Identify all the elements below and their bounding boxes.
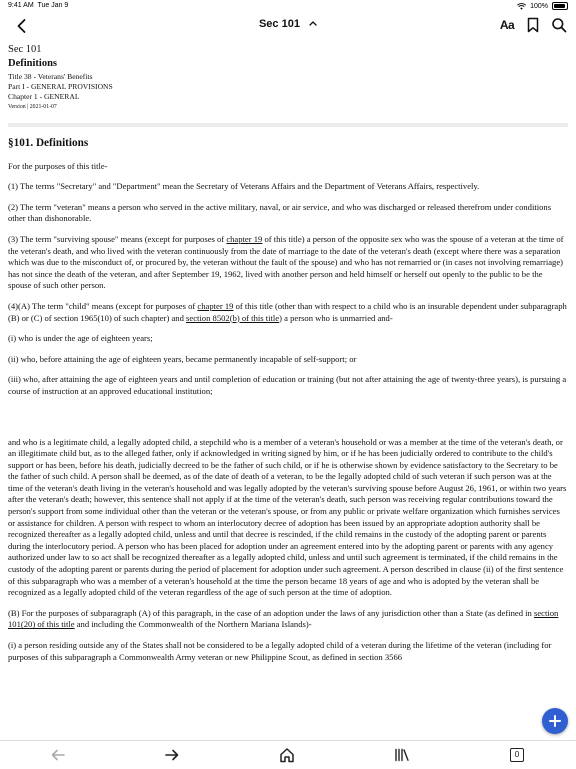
back-nav-button[interactable] xyxy=(49,746,67,764)
paragraph-4a-text-b: of this title (other than with respect to a child who is an insurable dependent under subparagraph (B) or (C) of section 1965(10) of such chapter) and xyxy=(8,300,567,323)
home-button[interactable] xyxy=(278,746,296,764)
paragraph-gap xyxy=(8,407,568,437)
section-title-dropdown[interactable] xyxy=(0,18,576,30)
header-divider xyxy=(8,123,568,127)
breadcrumb-title: Title 38 - Veterans' Benefits xyxy=(8,72,93,81)
bookmark-button[interactable] xyxy=(524,16,542,34)
library-button[interactable] xyxy=(393,746,411,764)
adoption-paragraph: and who is a legitimate child, a legally adopted child, a stepchild who is a member of a veteran's household or was a member at the time of the veteran's death, or an illegitimate child but, as to the alleged father, only if acknowledged in writing signed by him, or if he has been judicially ordered to contribute to the child's support or has been, before his death, judicially decreed to be the father of such child, or if he is otherwise shown by evidence satisfactory to the Secretary to be the father of such child. A person shall be deemed, as of the date of death of a veteran, to be the legally adopted child of such veteran if such person was at the time of the veteran's death living in the veteran's household and was legally adopted by the veteran's surviving spouse before August 26, 1961, or within two years after the veteran's death; however, this sentence shall not apply if at the time of the veteran's death, such person was receiving regular contributions toward the person's support from some individual other than the veteran or the veteran's spouse, or from any public or private welfare organization which furnishes services or assistance for children. A person with respect to whom an interlocutory decree of adoption has been issued by an appropriate adoption authority shall be recognized thereafter as a legally adopted child, unless and until that decree is rescinded, if the child remains in the custody of the adopting parent or parents during the interlocutory period. A person who has been placed for adoption under an agreement entered into by the adopting parent or parents with any agency authorized under law to so act shall be recognized thereafter as a legally adopted child, unless and until such agreement is terminated, if the child remains in the custody of the adopting parent or parents during the period of placement for adoption under such agreement. A person described in clause (ii) of the first sentence of this subparagraph who was a member of a veteran's household at the time the person became 18 years of age and who is adopted by the veteran shall be recognized as a legally adopted child of the veteran regardless of the age of such person at the time of adoption. xyxy=(8,436,567,598)
home-icon xyxy=(279,747,295,763)
search-icon xyxy=(551,17,567,33)
paragraph-2: (2) The term "veteran" means a person who served in the active military, naval, or air service, and who was discharged or released therefrom under conditions other than dishonorable. xyxy=(8,201,552,224)
paragraph-3-text-b: of this title) a person of the opposite sex who was the spouse of a veteran at the time of the veteran's death, and who lived with the veteran continuously from the date of marriage to the date of the veteran's death (except where there was a separation which was due to the misconduct of, or procured by, the veteran without the fault of the spouse) and who has not remarried or (in cases not involving remarriage) has not since the death of the veteran, and after September 19, 1962, lived with another person and held himself or herself out openly to the public to be the spouse of such other person. xyxy=(8,233,564,291)
chevron-up-icon xyxy=(309,20,317,26)
nav-tools xyxy=(498,16,568,34)
breadcrumb xyxy=(8,72,568,102)
breadcrumb-chapter: Chapter 1 - GENERAL xyxy=(8,92,80,101)
section-heading: §101. Definitions xyxy=(8,137,89,149)
chapter-19-link[interactable]: chapter 19 xyxy=(226,233,263,244)
plus-icon xyxy=(548,714,562,728)
nav-title: Sec 101 xyxy=(258,18,300,30)
tab-count: 0 xyxy=(510,748,524,762)
section-number: Sec 101 xyxy=(8,44,42,55)
chapter-19-link-2[interactable]: chapter 19 xyxy=(197,300,234,311)
forward-nav-button[interactable] xyxy=(163,746,181,764)
font-size-button[interactable]: Aa xyxy=(499,18,515,32)
section-content xyxy=(8,138,568,672)
status-indicators xyxy=(517,2,568,10)
bookmark-icon xyxy=(526,17,540,33)
paragraph-4b xyxy=(8,608,568,631)
paragraph-4a-text-a: (4)(A) The term "child" means (except for purposes of xyxy=(8,300,198,311)
section-101-20-link[interactable]: section 101(20) of this title xyxy=(8,607,559,630)
paragraph-3-text-a: (3) The term "surviving spouse" means (except for purposes of xyxy=(8,233,227,244)
section-8502b-link[interactable]: section 8502(b) of this title xyxy=(186,312,280,323)
paragraph-4b-text-b: and including the Commonwealth of the Northern Mariana Islands)- xyxy=(74,619,312,630)
version-label: Version | 2021-01-07 xyxy=(8,104,57,110)
paragraph-4b-text-a: (B) For the purposes of subparagraph (A) of this paragraph, in the case of an adoption under the laws of any jurisdiction other than a State (as defined in xyxy=(8,607,534,618)
clause-iii: (iii) who, after attaining the age of eighteen years and until completion of education or training (but not after attaining the age of twenty-three years), is pursuing a course of instruction at an approved educational institution; xyxy=(8,374,567,396)
paragraph-4b-i: (i) a person residing outside any of the States shall not be considered to be a legally adopted child of a veteran during the lifetime of the veteran (including for purposes of this subparagraph a Commonwealth Army veteran or new Philippine Scout, as defined in section 3566 xyxy=(8,640,552,662)
battery-percentage: 100% xyxy=(530,2,548,10)
bottom-toolbar xyxy=(0,740,576,769)
arrow-left-icon xyxy=(50,748,66,762)
add-button[interactable] xyxy=(542,708,568,734)
section-name: Definitions xyxy=(8,58,58,69)
paragraph-4a-text-c: ) a person who is unmarried and- xyxy=(279,312,393,323)
status-time xyxy=(8,2,68,9)
search-button[interactable] xyxy=(550,16,568,34)
battery-icon xyxy=(552,2,568,10)
status-bar xyxy=(0,0,576,12)
paragraph-4a xyxy=(8,301,568,324)
status-date: Tue Jan 9 xyxy=(37,2,69,9)
paragraph-3 xyxy=(8,234,568,292)
arrow-right-icon xyxy=(164,748,180,762)
clause-ii: (ii) who, before attaining the age of eighteen years, became permanently incapable of self-support; or xyxy=(8,353,357,364)
section-header xyxy=(8,44,568,110)
status-clock: 9:41 AM xyxy=(8,2,34,9)
breadcrumb-part: Part I - GENERAL PROVISIONS xyxy=(8,82,113,91)
wifi-icon xyxy=(517,3,526,10)
navigation-bar xyxy=(0,12,576,40)
intro-paragraph: For the purposes of this title- xyxy=(8,160,108,171)
tabs-button[interactable] xyxy=(508,746,526,764)
paragraph-1: (1) The terms "Secretary" and "Department" mean the Secretary of Veterans Affairs and the Department of Veterans Affairs, respectively. xyxy=(8,181,480,192)
clause-i: (i) who is under the age of eighteen years; xyxy=(8,333,153,344)
library-icon xyxy=(394,748,410,762)
